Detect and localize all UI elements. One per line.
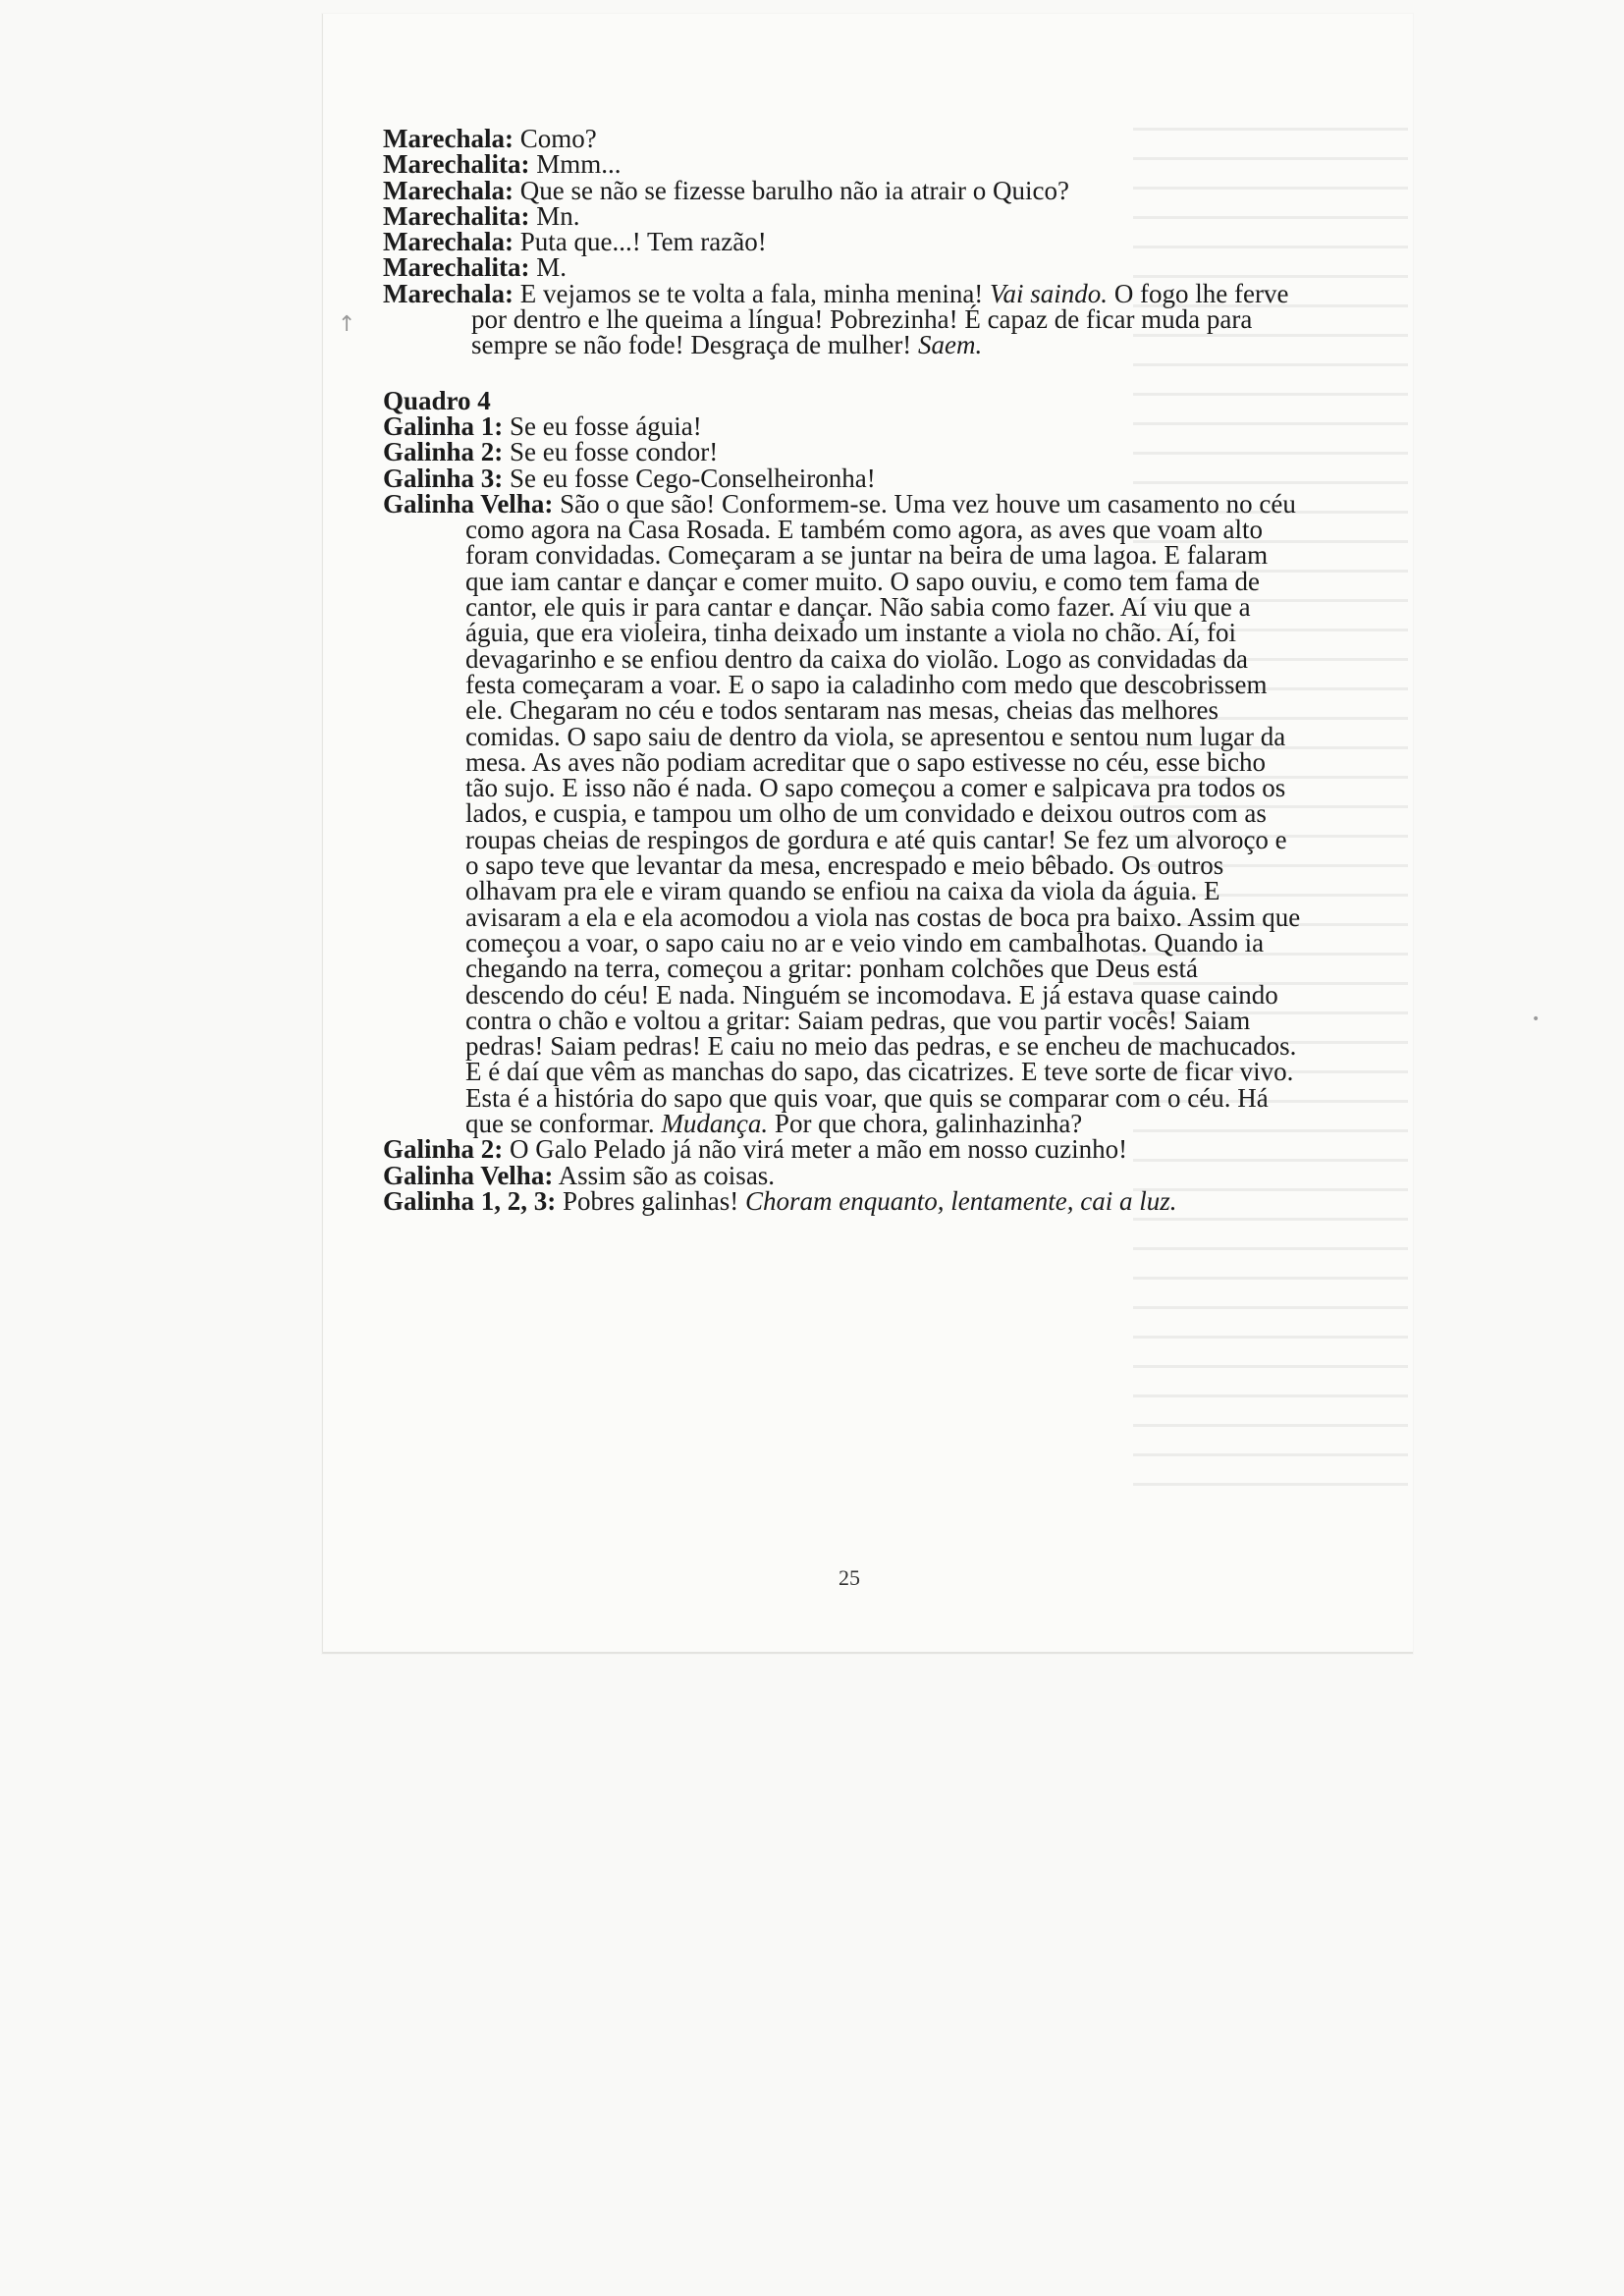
dialogue-line: Galinha 1: Se eu fosse águia!	[383, 410, 702, 441]
long-speech: Galinha Velha: São o que são! Conformem-se. Uma vez houve um casamento no céu como agora na Casa Rosada. E também como agora, as aves que voam alto foram convidadas. Começaram a se juntar na beira de uma lagoa. E falaram que iam cantar e dançar e comer muito. O sapo ouviu, e como tem fama de cantor, ele quis ir para cantar e dançar. Não sabia como fazer. Aí viu que a águia, que era violeira, tinha deixado um instante a viola no chão. Aí, foi devagarinho e se enfiou dentro da caixa do violão. Logo as convidadas da festa começaram a voar. E o sapo ia caladinho com medo que descobrissem ele. Chegaram no céu e todos sentaram nas mesas, cheias das melhores comidas. O sapo saiu de dentro da viola, se apresentou e sentou num lugar da mesa. As aves não podiam acreditar que o sapo estivesse no céu, esse bicho tão sujo. E isso não é nada. O sapo começou a comer e salpicava pra todos os lados, e cuspia, e tampou um olho de um convidado e deixou outros com as roupas cheias de respingos de gordura e até quis cantar! Se fez um alvoroço e o sapo teve que levantar da mesa, encrespado e meio bêbado. Os outros olhavam pra ele e viram quando se enfiou na caixa da viola da águia. E avisaram a ela e ela acomodou a viola nas costas de boca pra baixo. Assim que começou a voar, o sapo caiu no ar e veio vindo em cambalhotas. Quando ia chegando na terra, começou a gritar: ponham colchões que Deus está descendo do céu! E nada. Ninguém se incomodava. E já estava quase caindo contra o chão e voltou a gritar: Saiam pedras, que vou partir vocês! Saiam pedras! Saiam pedras! E caiu no meio das pedras, e se encheu de machucados. E é daí que vêm as manchas do sapo, das cicatrizes. E teve sorte de ficar vivo. Esta é a história do sapo que quis voar, que quis se comparar com o céu. Há que se conformar. Mudança. Por que chora, galinhazinha?	[383, 488, 1301, 1138]
dialogue-line: Marechala: Que se não se fizesse barulho não ia atrair o Quico?	[383, 175, 1069, 205]
stage-direction: Mudança.	[661, 1108, 769, 1138]
dialogue-line: Galinha 1, 2, 3: Pobres galinhas! Choram enquanto, lentamente, cai a luz.	[383, 1185, 1177, 1216]
stage-direction: Choram enquanto, lentamente, cai a luz.	[745, 1185, 1177, 1216]
dialogue-line: Marechalita: M.	[383, 252, 567, 283]
dialogue-line: Marechala: E vejamos se te volta a fala, minha menina! Vai saindo. O fogo lhe ferve por dentro e lhe queima a língua! Pobrezinha! É capaz de ficar muda para sempre se não fode! Desgraça de mulher! Saem.	[383, 278, 1289, 360]
dialogue-line: Marechala: Como?	[383, 124, 597, 153]
page-number: 25	[839, 1565, 860, 1590]
script-text	[383, 126, 1301, 1214]
dialogue-line: Marechalita: Mn.	[383, 200, 580, 231]
dialogue-line: Galinha 2: Se eu fosse condor!	[383, 437, 719, 467]
dialogue-line: Marechalita: Mmm...	[383, 149, 622, 180]
dialogue-line: Marechala: Puta que...! Tem razão!	[383, 227, 767, 257]
margin-mark: •	[1532, 1011, 1541, 1027]
dialogue-line: Galinha Velha: Assim são as coisas.	[383, 1160, 776, 1190]
margin-mark: ↑	[338, 312, 356, 337]
dialogue-line: Galinha 3: Se eu fosse Cego-Conselheironha!	[383, 463, 876, 493]
dialogue-line: Galinha 2: O Galo Pelado já não virá meter a mão em nosso cuzinho!	[383, 1134, 1128, 1165]
stage-direction: Saem.	[918, 330, 983, 360]
stage-direction: Vai saindo.	[990, 278, 1109, 308]
scene-heading: Quadro 4	[383, 385, 491, 415]
